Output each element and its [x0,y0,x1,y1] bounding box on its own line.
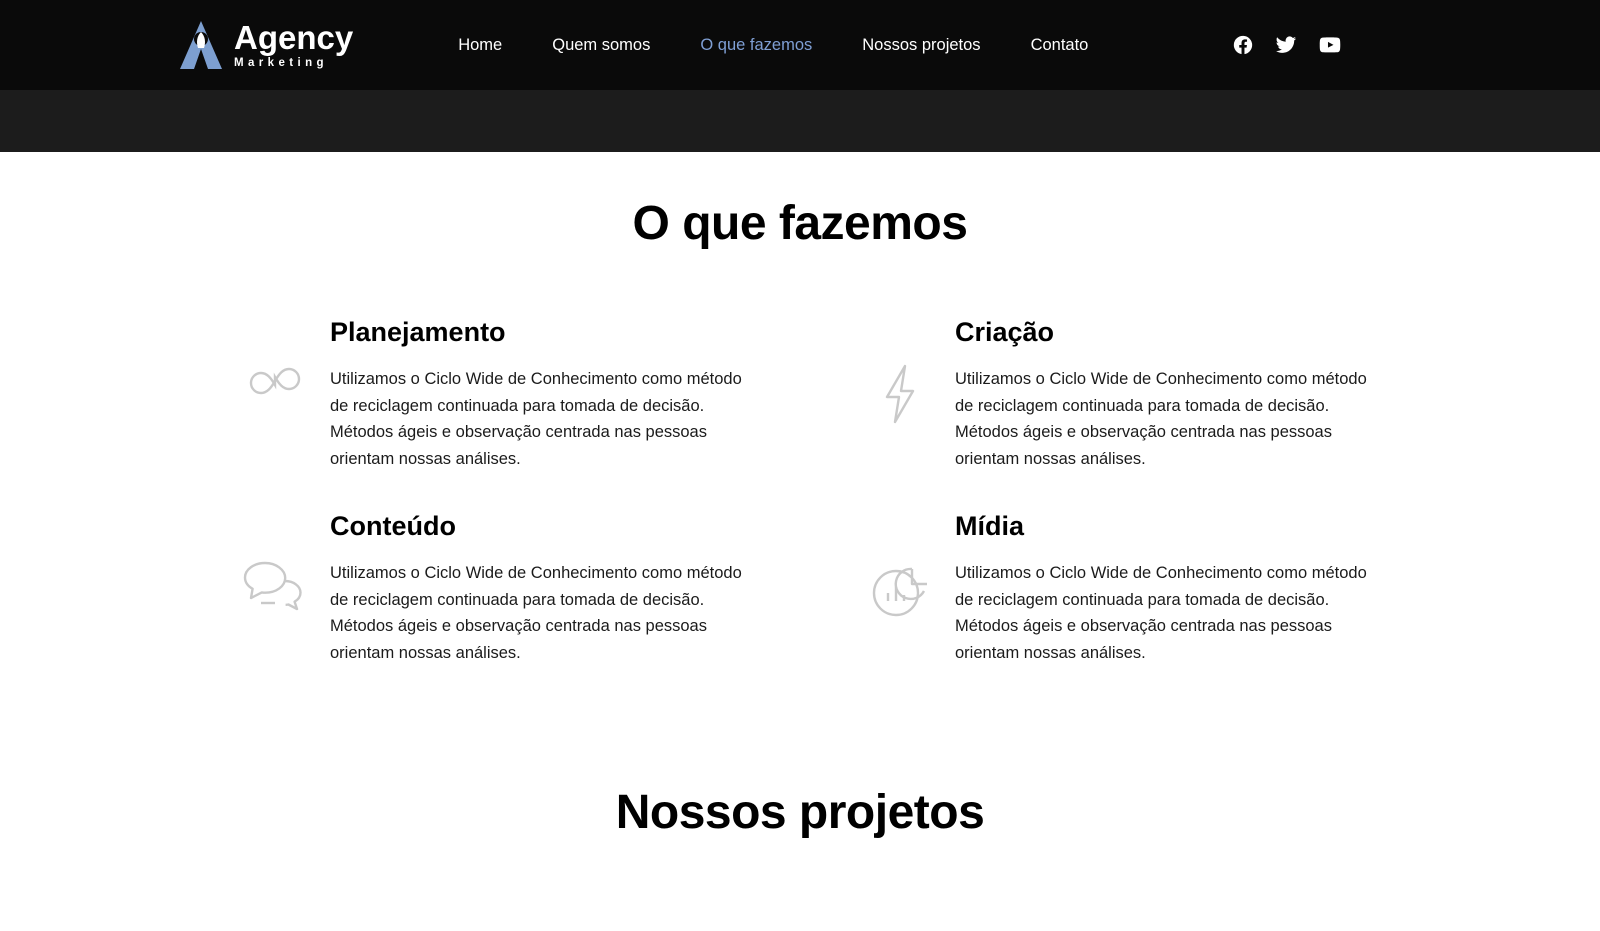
service-card-title: Conteúdo [330,510,456,541]
brand-logo-link[interactable] [178,19,353,71]
nav-item-contato[interactable]: Contato [1030,35,1089,54]
service-card-title: Mídia [955,510,1025,541]
infinity-icon [220,317,330,407]
service-card-text: Utilizamos o Ciclo Wide de Conhecimento como método de reciclagem continuada para tomada de decisão. Métodos ágeis e observação centrada nas pessoas orientam nossas análises. [955,370,1367,469]
youtube-icon[interactable] [1318,34,1342,56]
facebook-icon[interactable] [1232,34,1254,56]
service-card-text: Utilizamos o Ciclo Wide de Conhecimento como método de reciclagem continuada para tomada de decisão. Métodos ágeis e observação centrada nas pessoas orientam nossas análises. [330,370,742,469]
nav-item-o-que-fazemos[interactable]: O que fazemos [700,35,813,54]
projects-title: Nossos projetos [615,785,985,839]
header-sub-band [0,90,1600,152]
lightning-bolt-icon [845,317,955,425]
services-title: O que fazemos [632,197,968,250]
service-card-title: Planejamento [330,317,506,347]
social-links [1232,34,1342,56]
service-card-criacao [845,317,1380,473]
services-card-grid [220,317,1380,667]
brand-name: Agency [234,18,354,56]
service-card-text: Utilizamos o Ciclo Wide de Conhecimento como método de reciclagem continuada para tomada de decisão. Métodos ágeis e observação centrada nas pessoas orientam nossas análises. [955,563,1367,663]
triangle-a-logo-icon [178,19,224,71]
service-card-conteudo [220,511,755,667]
main-navigation [433,36,1113,55]
chat-bubbles-icon [220,511,330,617]
site-header [0,0,1600,90]
service-card-midia [845,511,1380,667]
pie-chart-icon [845,511,955,619]
services-section [0,152,1600,667]
projects-section [0,667,1600,840]
nav-item-home[interactable]: Home [458,35,503,54]
nav-item-quem-somos[interactable]: Quem somos [552,35,651,54]
nav-item-nossos-projetos[interactable]: Nossos projetos [862,35,981,54]
brand-subtitle: Marketing [234,56,328,69]
service-card-text: Utilizamos o Ciclo Wide de Conhecimento como método de reciclagem continuada para tomada de decisão. Métodos ágeis e observação centrada nas pessoas orientam nossas análises. [330,563,742,663]
service-card-title: Criação [955,317,1055,347]
twitter-icon[interactable] [1275,34,1297,56]
service-card-planejamento [220,317,755,473]
